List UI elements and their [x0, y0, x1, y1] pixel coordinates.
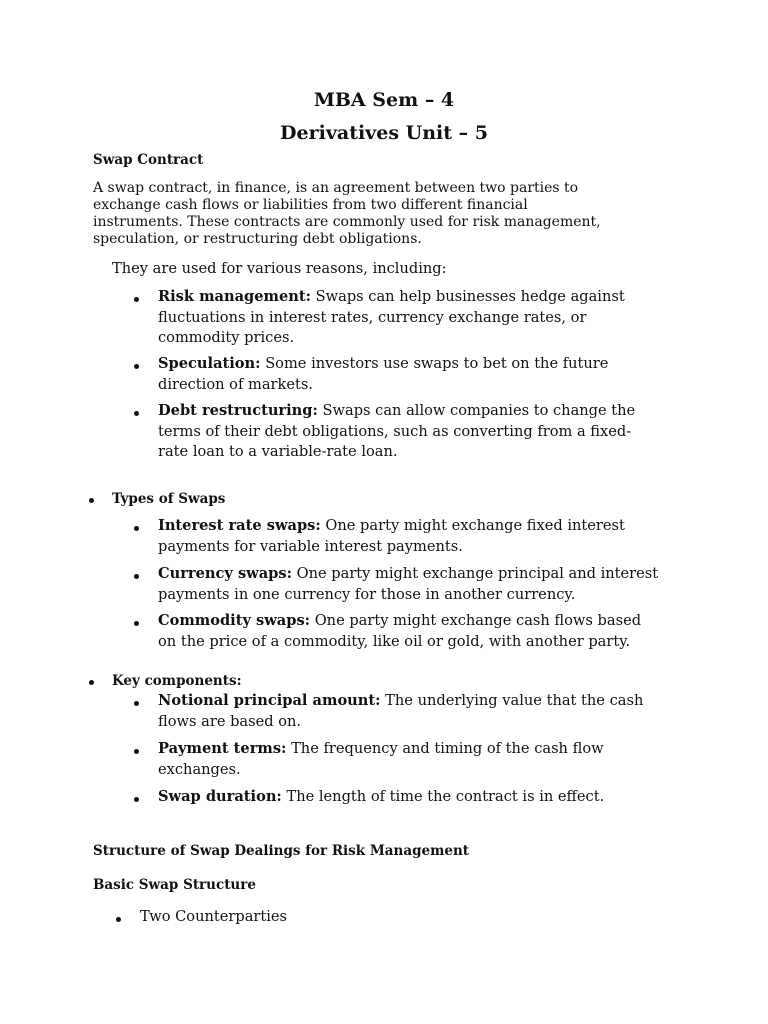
subsection-heading-basic-structure: Basic Swap Structure	[93, 877, 256, 893]
item-term: Payment terms:	[158, 740, 287, 757]
item-term: Notional principal amount:	[158, 692, 381, 709]
list-item	[158, 287, 625, 349]
bullet-icon	[134, 797, 139, 802]
item-text: direction of markets.	[158, 375, 313, 393]
list-item	[158, 691, 643, 732]
intro-paragraph	[93, 180, 601, 248]
item-term: Speculation:	[158, 355, 261, 372]
bullet-icon	[134, 749, 139, 754]
bullet-icon	[134, 621, 139, 626]
section-heading-structure: Structure of Swap Dealings for Risk Management	[93, 843, 470, 859]
item-term: Commodity swaps:	[158, 612, 311, 629]
item-term: Debt restructuring:	[158, 402, 318, 419]
bullet-icon	[134, 364, 139, 369]
list-item	[158, 611, 641, 652]
item-text: fluctuations in interest rates, currency exchange rates, or	[158, 308, 587, 326]
item-text: terms of their debt obligations, such as converting from a fixed-	[158, 422, 632, 440]
list-item	[158, 787, 604, 808]
item-term: Currency swaps:	[158, 565, 292, 582]
page-title: MBA Sem – 4	[313, 89, 455, 111]
list-item	[158, 354, 608, 395]
bullet-icon	[134, 574, 139, 579]
item-text: commodity prices.	[158, 329, 295, 346]
item-text: One party might exchange fixed interest	[325, 517, 625, 534]
paragraph-line: instruments. These contracts are commonly used for risk management,	[93, 214, 601, 230]
item-text: The length of time the contract is in effect.	[286, 788, 605, 805]
bullet-icon	[116, 917, 121, 922]
page-subtitle: Derivatives Unit – 5	[280, 122, 488, 144]
item-text: rate loan to a variable-rate loan.	[158, 443, 398, 460]
section-heading-key-components: Key components:	[112, 673, 242, 689]
bullet-icon	[134, 411, 139, 416]
item-text: The frequency and timing of the cash flow	[291, 740, 604, 757]
bullet-icon	[89, 498, 94, 503]
paragraph-line: speculation, or restructuring debt obligations.	[93, 231, 422, 247]
list-item	[158, 401, 635, 463]
item-text: Swaps can help businesses hedge against	[315, 288, 625, 305]
list-item	[158, 739, 604, 780]
list-item	[158, 564, 658, 605]
list-item: Two Counterparties	[140, 908, 288, 925]
section-heading-types-of-swaps: Types of Swaps	[112, 491, 226, 507]
paragraph-line: exchange cash flows or liabilities from two different financial	[93, 197, 528, 213]
item-text: One party might exchange principal and interest	[296, 565, 659, 582]
reasons-intro: They are used for various reasons, including:	[112, 260, 447, 277]
item-text: flows are based on.	[158, 712, 302, 730]
item-text: The underlying value that the cash	[385, 692, 644, 709]
item-text: payments in one currency for those in another currency.	[158, 585, 576, 603]
bullet-icon	[134, 701, 139, 706]
item-term: Swap duration:	[158, 788, 282, 805]
bullet-icon	[89, 680, 94, 685]
item-text: payments for variable interest payments.	[158, 537, 463, 555]
item-text: Swaps can allow companies to change the	[322, 402, 636, 419]
list-item	[158, 516, 625, 557]
item-term: Interest rate swaps:	[158, 517, 321, 534]
bullet-icon	[134, 297, 139, 302]
bullet-icon	[134, 526, 139, 531]
paragraph-line: A swap contract, in finance, is an agreement between two parties to	[93, 180, 579, 196]
item-text: One party might exchange cash flows based	[314, 612, 642, 629]
item-text: exchanges.	[158, 760, 241, 778]
item-text: on the price of a commodity, like oil or gold, with another party.	[158, 632, 631, 650]
item-text: Some investors use swaps to bet on the future	[265, 355, 609, 372]
section-heading-swap-contract: Swap Contract	[93, 152, 204, 168]
item-term: Risk management:	[158, 288, 311, 305]
